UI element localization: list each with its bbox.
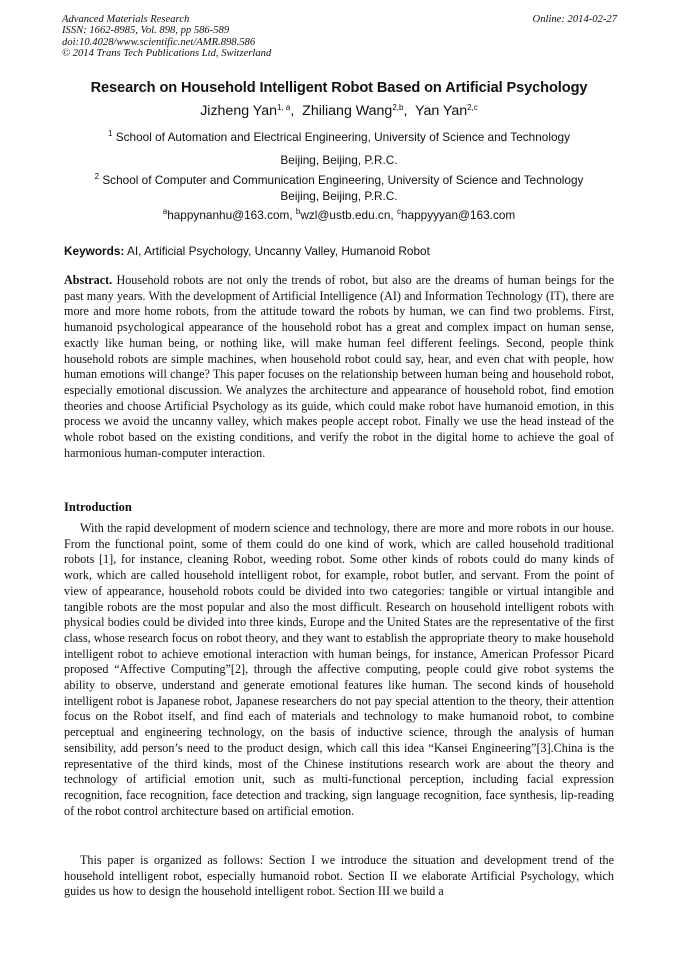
journal-header (62, 14, 617, 60)
email-mark: c (396, 207, 401, 216)
body-paragraph: This paper is organized as follows: Section I we introduce the situation and development trend of the household intelligent robot, especially humanoid robot. Section II we elaborate Artificial Psychology, which guides us how to design the household intelligent robot. Section III we build a (64, 853, 614, 899)
author-name: Jizheng Yan (200, 103, 277, 119)
section-heading: Introduction (64, 500, 132, 514)
affiliation-mark: 1 (108, 129, 113, 138)
email-mark: a (162, 207, 168, 216)
affiliation-line: Beijing, Beijing, P.R.C. (280, 153, 398, 167)
keywords-label: Keywords: (64, 244, 125, 258)
online-date: Online: 2014-02-27 (532, 14, 617, 25)
author-name: Zhiliang Wang (302, 103, 393, 119)
affiliation-mark: 2 (94, 172, 100, 181)
paper-title: Research on Household Intelligent Robot Based on Artificial Psychology (90, 80, 588, 96)
affiliation-1 (40, 129, 638, 168)
abstract-text: Household robots are not only the trends of robot, but also are the dreams of human beings for the past many years. With the development of Artificial Intelligence (AI) and Information Technology (IT), there are more and more home robots, from the attitude toward the robots by human, we can find two problems. First, humanoid psychological appearance of the household robot has a great and complex impact on human sense, exactly like human being, or nothing like, will make human feel different feelings. Second, people think household robots are simple machines, when household robot could say, hear, and even chat with people, how human emotions will change? This paper focuses on the relationship between human being and household robot, especially emotional discussion. We analyzes the architecture and appearance of household robot, find emotion theories and choose Artificial Psychology as its guide, which could make robot have humanoid emotion, in this process we avoid the uncanny valley, which makes people accept robot. Finally we use the head instead of the whole robot based on the existing conditions, and verify the robot in the digital home to achieve the goal of harmonious human-computer interaction. (64, 273, 614, 460)
email-link[interactable]: wzl@ustb.edu.cn (300, 208, 391, 222)
keywords-text: AI, Artificial Psychology, Uncanny Valley, Humanoid Robot (126, 244, 430, 258)
affiliation-line: School of Automation and Electrical Engineering, University of Science and Technology (115, 130, 570, 144)
doi-line: doi:10.4028/www.scientific.net/AMR.898.586 (62, 36, 256, 48)
email-mark: b (295, 207, 301, 216)
author-list: Jizheng Yan$^{1, a}$, Zhiliang Wang$^{2,b}$, Yan Yan$^{2,c}$ (200, 103, 478, 119)
affiliation-line: Beijing, Beijing, P.R.C. (280, 189, 398, 203)
issn-line: ISSN: 1662-8985, Vol. 898, pp 586-589 (62, 25, 230, 37)
abstract (64, 273, 614, 461)
affiliation-line: School of Computer and Communication Engineering, University of Science and Technology (102, 173, 584, 187)
author-affiliation-mark: 1, a (276, 103, 291, 112)
email-list: $^a$happynanhu@163.com, $^b$wzl@ustb.edu.cn, $^c$happyyyan@163.com (162, 207, 516, 222)
keywords (64, 244, 624, 258)
journal-name: Advanced Materials Research (62, 14, 190, 25)
affiliation-2 (40, 172, 638, 204)
author-affiliation-mark: 2,b (392, 103, 404, 112)
email-link[interactable]: happyyyan@163.com (400, 208, 516, 222)
abstract-label: Abstract. (64, 273, 113, 287)
author-name: Yan Yan (415, 103, 468, 119)
email-link[interactable]: happynanhu@163.com (167, 208, 290, 222)
body-paragraph: With the rapid development of modern science and technology, there are more and more robots in our house. From the functional point, some of them could do one kind of work, which are called household traditional robots [1], for instance, cleaning Robot, weeding robot. Some other kinds of robots could do many kinds of work, which are called household intelligent robot, for example, robot butler, and servant. From the point of view of appearance, household robots could be divided into two categories: tangible or virtual intangible and tangible robots are the most popular and also the most difficult. Research on household intelligent robots with physical bodies could be divided into three kinds, Europe and the United States are the representative of the first class, whose research focus on robot theory, and they want to establish the appropriate theory to make household intelligent robot to achieve emotional interaction with human beings, for instance, American Professor Picard proposed “Affective Computing”[2], through the affective computing, people could give robot systems the ability to observe, understand and generate emotional features like human. The second kinds of household intelligent robot is Japanese robot, Japanese researchers do not pay special attention to the theory, their attention focus on the Robot itself, and find each of materials and technology to make humanoid robot, to combine perceptual and engineering technology, on the basis of inductive science, through the analysis of human sensibility, add person’s need to the product design, which call this idea “Kansei Engineering”[3].China is the representative of the third kinds, most of the Chinese institutions research work are about the theory and technology of artificial emotion unit, such as multi-functional perception, including facial expression recognition, face recognition, face detection and tracking, sign language recognition, face synthesis, lip-reading of the robot control architecture based on artificial emotion. (64, 521, 614, 818)
copyright-line: © 2014 Trans Tech Publications Ltd, Switzerland (62, 48, 272, 60)
author-affiliation-mark: 2,c (467, 103, 478, 112)
